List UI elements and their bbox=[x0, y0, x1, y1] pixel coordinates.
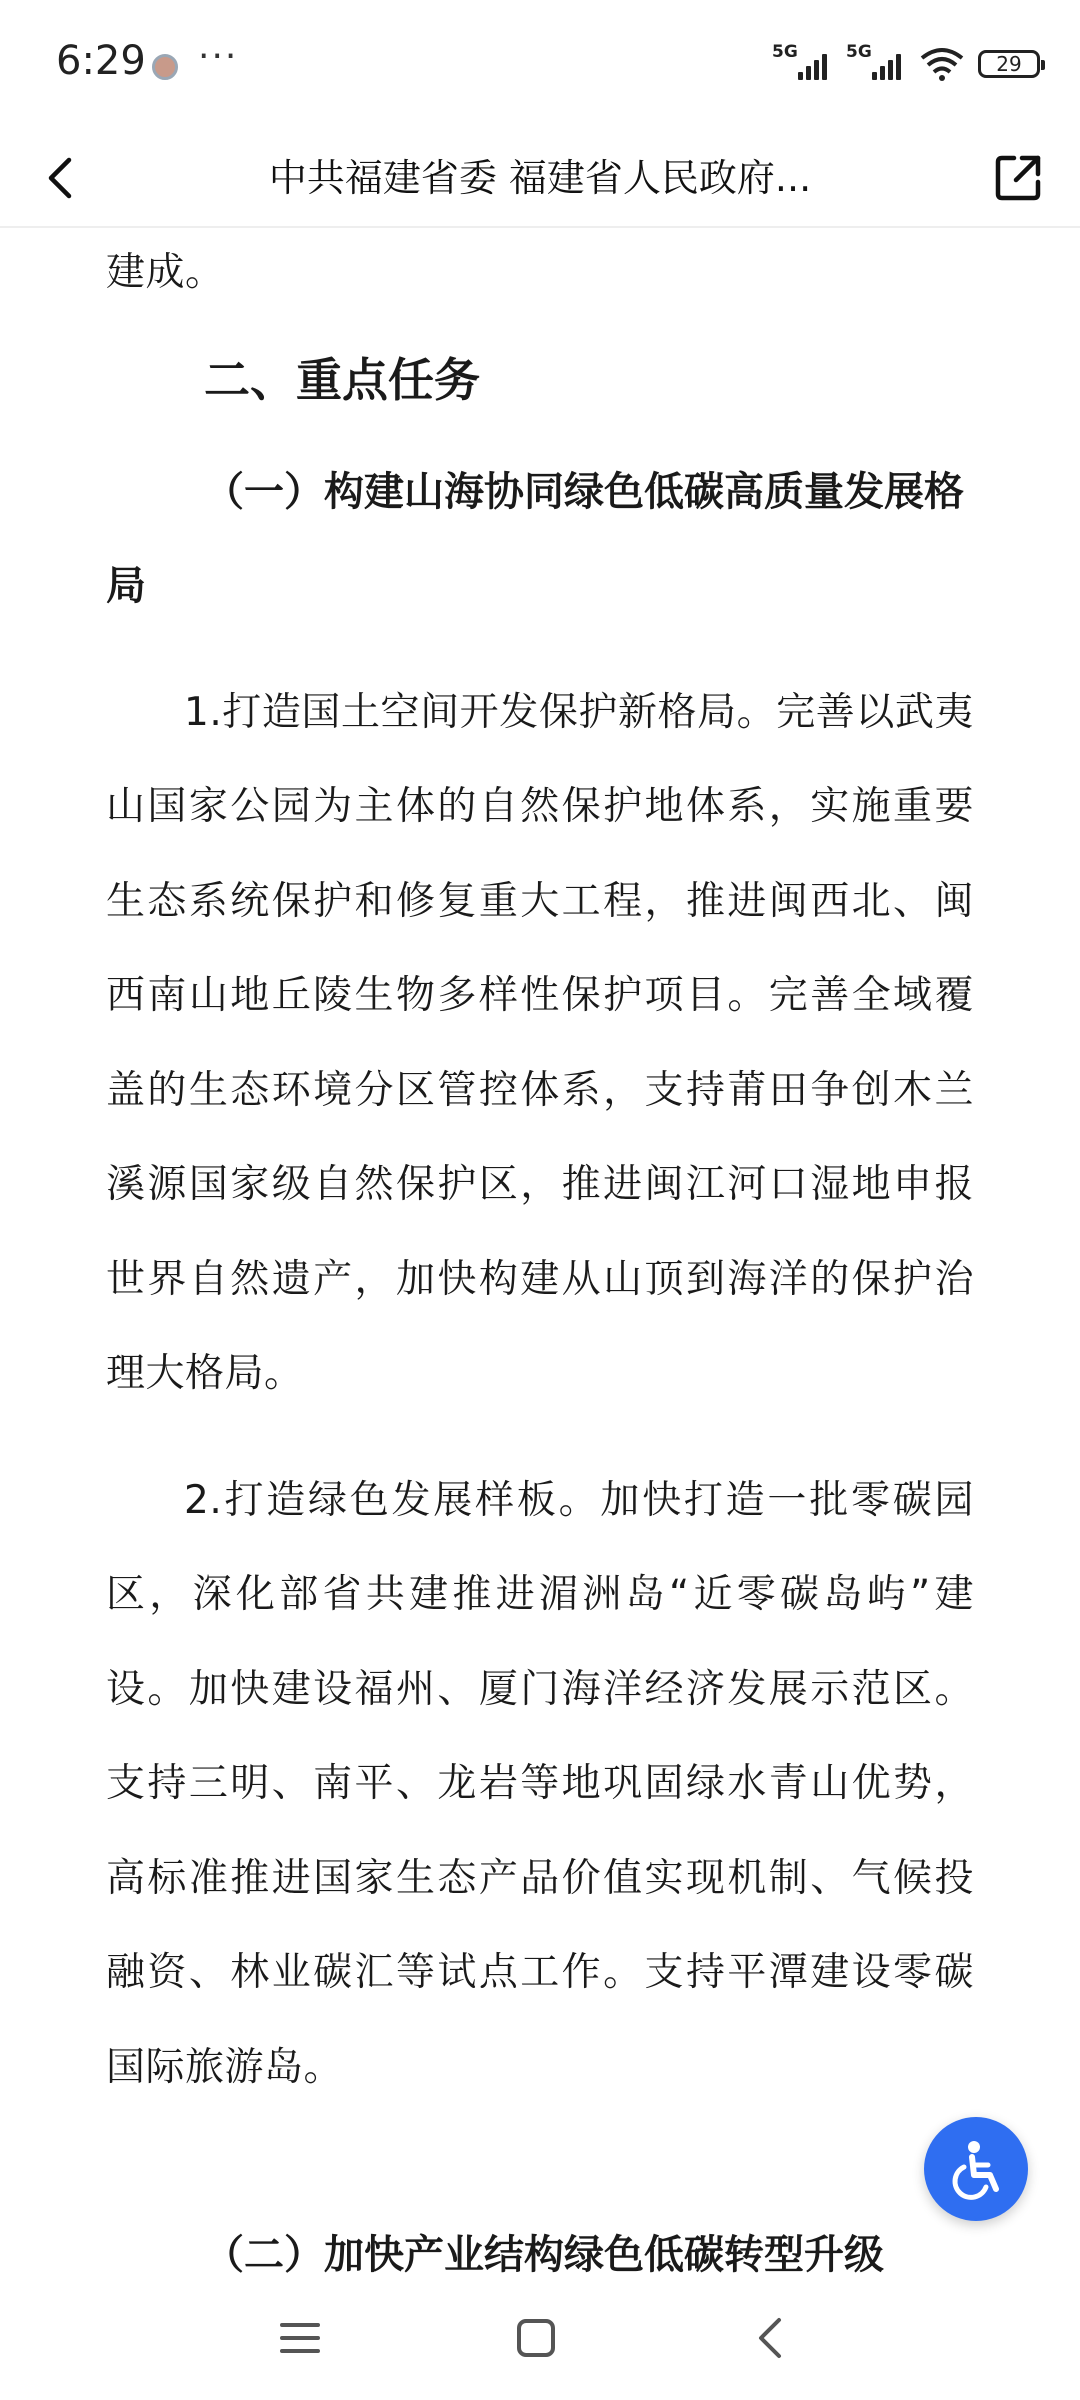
system-back-button[interactable] bbox=[730, 2298, 810, 2378]
status-bar bbox=[0, 0, 1080, 130]
status-more-icon: ··· bbox=[198, 36, 239, 77]
chevron-left-icon bbox=[43, 156, 77, 200]
article-paragraph-1: 1.打造国土空间开发保护新格局。完善以武夷山国家公园为主体的自然保护地体系，实施重要生态系统保护和修复重大工程，推进闽西北、闽西南山地丘陵生物多样性保护项目。完善全域覆盖的生态环境分区管控体系，支持莆田争创木兰溪源国家级自然保护区，推进闽江河口湿地申报世界自然遗产，加快构建从山顶到海洋的保护治理大格局。 bbox=[106, 689, 974, 1396]
signal-5g-icon bbox=[772, 42, 832, 82]
accessibility-button[interactable] bbox=[924, 2117, 1028, 2221]
wifi-icon bbox=[920, 46, 964, 82]
menu-icon bbox=[280, 2321, 320, 2355]
next-subsection-clip bbox=[0, 2212, 1080, 2278]
article-paragraph-2: 2.打造绿色发展样板。加快打造一批零碳园区，深化部省共建推进湄洲岛“近零碳岛屿”建设。加快建设福州、厦门海洋经济发展示范区。支持三明、南平、龙岩等地巩固绿水青山优势，高标准推进国家生态产品价值实现机制、气候投融资、林业碳汇等试点工作。支持平潭建设零碳国际旅游岛。 bbox=[106, 1477, 974, 2090]
battery-icon: 29 bbox=[978, 50, 1040, 78]
navigation-header bbox=[0, 130, 1080, 228]
section-title: 二、重点任务 bbox=[204, 352, 480, 407]
signal-label: 5G bbox=[772, 42, 798, 62]
share-external-icon bbox=[992, 152, 1044, 204]
triangle-left-icon bbox=[753, 2316, 787, 2360]
back-button[interactable] bbox=[30, 148, 90, 208]
lead-fragment: 建成。 bbox=[106, 250, 225, 295]
status-indicators bbox=[772, 44, 1040, 84]
signal-label-2: 5G bbox=[846, 42, 872, 62]
share-button[interactable] bbox=[986, 146, 1050, 210]
notification-app-icon bbox=[152, 54, 178, 80]
status-time: 6:29 bbox=[56, 38, 146, 84]
wheelchair-icon bbox=[944, 2137, 1008, 2201]
signal-5g-icon-2 bbox=[846, 42, 906, 82]
page-title: 中共福建省委 福建省人民政府... bbox=[268, 156, 812, 200]
subsection-title: （一）构建山海协同绿色低碳高质量发展格局 bbox=[106, 468, 964, 609]
article-body bbox=[106, 226, 974, 2115]
home-button[interactable] bbox=[496, 2298, 576, 2378]
subsection-title-2: （二）加快产业结构绿色低碳转型升级 bbox=[204, 2232, 884, 2278]
menu-button[interactable] bbox=[260, 2298, 340, 2378]
system-navigation-bar bbox=[0, 2278, 1080, 2400]
square-icon bbox=[516, 2318, 556, 2358]
